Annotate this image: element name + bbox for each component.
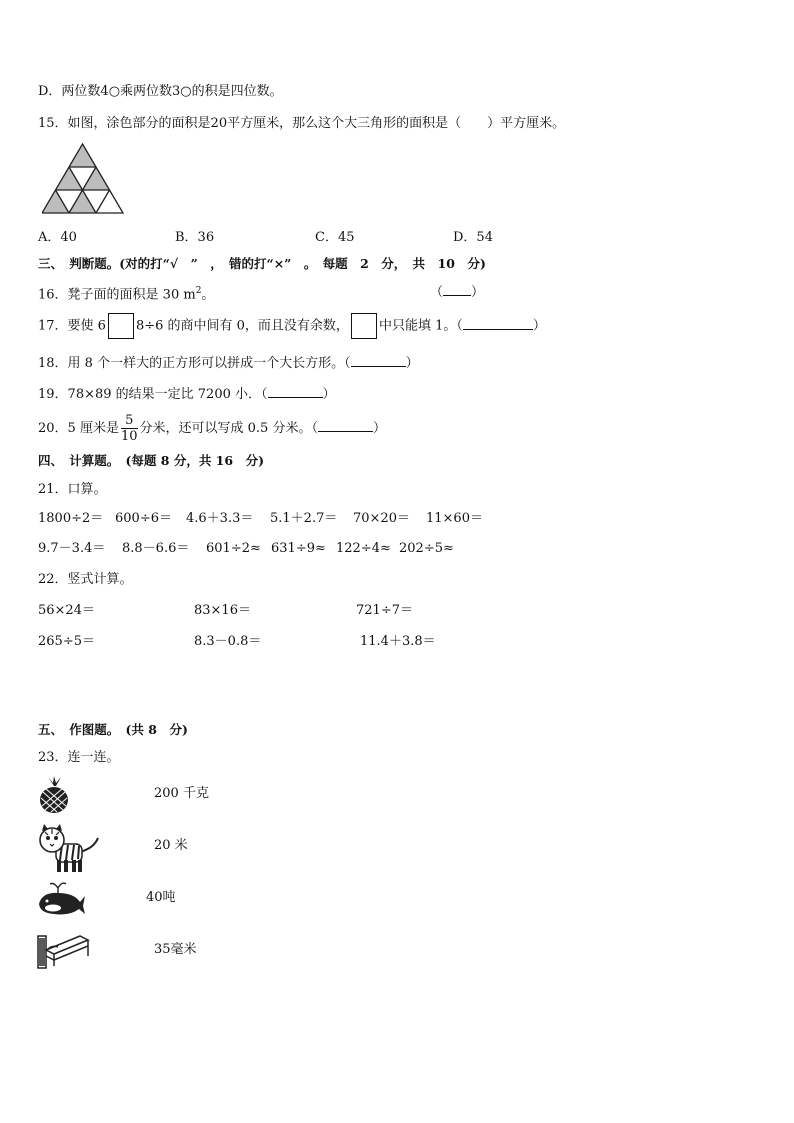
q19-b: ） (322, 387, 336, 402)
pineapple-icon (36, 776, 72, 814)
q21-item: 631÷9≈ (271, 541, 326, 556)
q22-item: 11.4＋3.8＝ (360, 634, 436, 649)
q14-option-d: D．两位数4○乘两位数3○的积是四位数。 (38, 84, 283, 99)
q22-item: 265÷5＝ (38, 634, 95, 649)
q21-title: 21．口算。 (38, 482, 107, 497)
q16-answer (430, 283, 484, 301)
q15-stem-a: 15．如图，涂色部分的面积是 (38, 116, 211, 131)
q21-item: 1800÷2＝ (38, 511, 104, 526)
q16 (38, 283, 214, 303)
q20-numerator: 5 (121, 413, 138, 429)
q22-item: 56×24＝ (38, 603, 95, 618)
q19-a: 19．78×89 的结果一定比 7200 小．（ (38, 387, 268, 402)
q15-stem-b: 平方厘米，那么这个大三角形的面积是（ (227, 116, 462, 131)
q18 (38, 354, 419, 372)
q22-item: 721÷7＝ (356, 603, 413, 618)
q18-a: 18．用 8 个一样大的正方形可以拼成一个大长方形。（ (38, 356, 351, 371)
q21-item: 11×60＝ (426, 511, 483, 526)
q15-stem-num: 20 (210, 116, 228, 131)
q18-blank[interactable] (351, 354, 406, 367)
q20-denominator: 10 (120, 429, 138, 444)
section-3-heading: 三、 判断题。(对的打“√ ” ， 错的打“×” 。 每题 2 分， 共 10 分) (38, 256, 486, 271)
q22-title: 22．竖式计算。 (38, 572, 133, 587)
q20-b: 分米，还可以写成 0.5 分米。（ (139, 421, 318, 436)
q23-label: 35毫米 (154, 942, 197, 957)
shaded-triangle (83, 167, 110, 190)
q15-option-c: C．45 (315, 230, 355, 245)
q22-item: 8.3－0.8＝ (194, 634, 262, 649)
q16-paren-right: ） (471, 285, 485, 300)
shaded-triangle (56, 167, 83, 190)
q20-a: 20．5 厘米是 (38, 421, 119, 436)
q23-label: 20 米 (154, 838, 188, 853)
q16-paren-left: （ (430, 285, 444, 300)
q22-item: 83×16＝ (194, 603, 251, 618)
bed-icon (36, 926, 92, 970)
q17-blank[interactable] (463, 317, 533, 330)
q21-item: 600÷6＝ (115, 511, 172, 526)
q18-b: ） (405, 356, 419, 371)
q23-title: 23．连一连。 (38, 750, 120, 765)
q17-d: ） (532, 318, 546, 334)
q21-item: 122÷4≈ (336, 541, 391, 556)
q21-item: 202÷5≈ (399, 541, 454, 556)
q19-blank[interactable] (268, 385, 323, 398)
tiger-icon (36, 822, 102, 874)
q16-end: 。 (201, 287, 215, 303)
q15-option-b: B．36 (175, 230, 215, 245)
q19 (38, 385, 336, 403)
q20-fraction (121, 413, 138, 444)
q17-box-2[interactable] (351, 313, 377, 339)
q20-c: ） (372, 421, 386, 436)
q21-item: 70×20＝ (353, 511, 410, 526)
q17-c: 中只能填 1。（ (378, 318, 463, 334)
q21-item: 9.7－3.4＝ (38, 541, 106, 556)
q16-text: 16．凳子面的面积是 30 m (38, 287, 196, 303)
q16-sup: 2 (195, 286, 202, 296)
section-5-heading: 五、 作图题。 (共 8 分) (38, 722, 188, 737)
q21-item: 5.1＋2.7＝ (270, 511, 338, 526)
q17-a: 17．要使 6 (38, 318, 106, 334)
shaded-triangle (69, 190, 96, 213)
q21-item: 8.8－6.6＝ (122, 541, 190, 556)
q15-stem (38, 116, 565, 132)
triangle-figure (42, 143, 126, 215)
section-4-heading: 四、 计算题。 (每题 8 分，共 16 分) (38, 453, 264, 468)
q23-label: 200 千克 (154, 786, 209, 801)
q15-option-a: A．40 (38, 230, 77, 245)
q15-stem-c: ）平方厘米。 (487, 116, 566, 131)
q17-b: 8÷6 的商中间有 0，而且没有余数， (135, 318, 349, 334)
q20-blank[interactable] (318, 419, 373, 432)
q21-item: 4.6＋3.3＝ (186, 511, 254, 526)
whale-icon (36, 880, 86, 916)
q17-box-1[interactable] (108, 313, 134, 339)
q20 (38, 411, 386, 447)
q16-blank[interactable] (443, 283, 471, 296)
q21-item: 601÷2≈ (206, 541, 261, 556)
shaded-triangle (69, 144, 96, 167)
shaded-triangle (42, 190, 69, 213)
q17 (38, 313, 546, 340)
q15-option-d: D．54 (453, 230, 493, 245)
q23-label: 40吨 (146, 890, 176, 905)
